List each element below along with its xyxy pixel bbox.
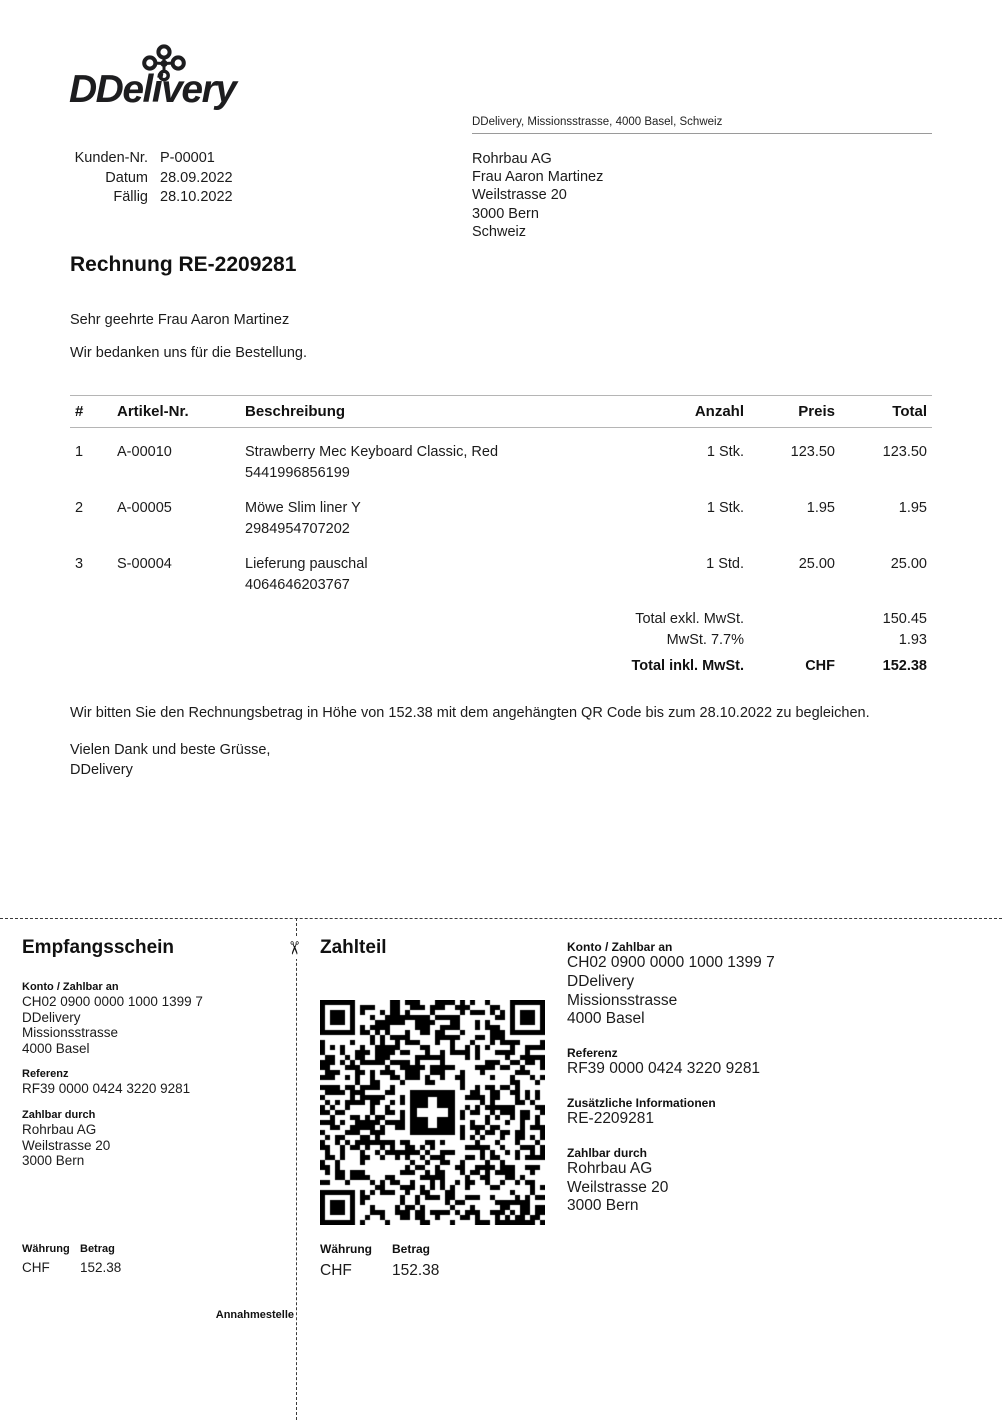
receipt-creditor-name: DDelivery: [22, 1009, 81, 1025]
payment-payable-by-label: Zahlbar durch: [567, 1145, 648, 1160]
customer-number-value: P-00001: [160, 150, 215, 166]
acceptance-point-label: Annahmestelle: [215, 1309, 294, 1321]
row-description: [245, 554, 659, 596]
payment-reference-group: [567, 1046, 987, 1079]
company-logo: DDelivery: [69, 68, 236, 111]
payment-account-label: Konto / Zahlbar an: [567, 940, 673, 954]
vat-row: [70, 630, 932, 651]
payment-reference-label: Referenz: [567, 1046, 618, 1061]
row-quantity: 1 Std.: [706, 556, 744, 572]
payment-additional-info-value: RE-2209281: [567, 1109, 655, 1127]
row-total: 1.95: [898, 500, 927, 516]
receipt-section: [22, 937, 294, 1321]
grand-total-label: Total inkl. MwSt.: [631, 658, 744, 674]
greeting-line: Sehr geehrte Frau Aaron Martinez: [70, 312, 290, 328]
horizontal-cut-line: [0, 918, 1002, 919]
row-ean-code: 2984954707202: [245, 521, 350, 537]
receipt-amount-label: Betrag: [80, 1243, 115, 1255]
customer-number-label: Kunden-Nr.: [74, 150, 148, 166]
receipt-debtor-street: Weilstrasse 20: [22, 1137, 111, 1153]
thanks-line: Vielen Dank und beste Grüsse,: [70, 742, 271, 758]
subtotal-row: [70, 609, 932, 630]
row-total: 25.00: [890, 556, 927, 572]
receipt-title: Empfangsschein: [22, 937, 175, 958]
payment-account-group: [567, 940, 987, 1029]
row-price: 123.50: [790, 444, 835, 460]
row-description-name: Strawberry Mec Keyboard Classic, Red: [245, 444, 499, 460]
closing-block: [70, 740, 270, 780]
receipt-payable-by-group: [22, 1109, 274, 1169]
header-total: Total: [892, 403, 927, 420]
sender-address-line: DDelivery, Missionsstrasse, 4000 Basel, Schweiz: [472, 116, 932, 134]
intro-line: Wir bedanken uns für die Bestellung.: [70, 345, 307, 361]
table-row: [70, 498, 932, 540]
payment-amount-value: 152.38: [392, 1262, 440, 1279]
row-article-number: A-00005: [117, 500, 172, 516]
row-price: 25.00: [798, 556, 835, 572]
receipt-creditor-city: 4000 Basel: [22, 1040, 90, 1056]
row-description-name: Möwe Slim liner Y: [245, 500, 361, 516]
receipt-amount-value: 152.38: [80, 1260, 122, 1275]
header-description: Beschreibung: [245, 403, 346, 420]
payment-creditor-street: Missionsstrasse: [567, 991, 678, 1009]
row-ean-code: 4064646203767: [245, 577, 350, 593]
payment-currency-label: Währung: [320, 1242, 372, 1256]
payment-note: Wir bitten Sie den Rechnungsbetrag in Höhe von 152.38 mit dem angehängten QR Code bis zum 28.10.2022 zu begleichen.: [70, 705, 870, 721]
row-pos: 3: [75, 556, 84, 572]
subtotal-label: Total exkl. MwSt.: [635, 611, 744, 627]
recipient-company: Rohrbau AG: [472, 151, 552, 167]
row-price: 1.95: [806, 500, 835, 516]
date-label: Datum: [105, 169, 148, 186]
invoice-meta: [70, 149, 233, 208]
receipt-currency-value: CHF: [22, 1260, 50, 1275]
receipt-debtor-name: Rohrbau AG: [22, 1121, 97, 1137]
payment-iban: CH02 0900 0000 1000 1399 7: [567, 954, 775, 971]
payment-amount-label: Betrag: [392, 1242, 431, 1256]
payment-debtor-city: 3000 Bern: [567, 1197, 639, 1215]
receipt-amount-block: [22, 1243, 274, 1276]
payment-additional-info-group: [567, 1096, 987, 1129]
totals-block: [70, 609, 932, 677]
header-quantity: Anzahl: [694, 403, 744, 420]
items-table: [70, 395, 932, 596]
receipt-iban: CH02 0900 0000 1000 1399 7: [22, 994, 203, 1009]
vertical-cut-line: [296, 918, 297, 1420]
table-row: [70, 554, 932, 596]
payment-debtor-name: Rohrbau AG: [567, 1159, 653, 1177]
row-description: [245, 442, 659, 484]
header-pos: #: [75, 403, 84, 420]
row-article-number: A-00010: [117, 444, 172, 460]
vat-currency: [749, 630, 840, 651]
grand-total-value: 152.38: [882, 658, 927, 674]
payment-info-column: [567, 940, 987, 1216]
page-title: Rechnung RE-2209281: [70, 253, 297, 276]
recipient-street: Weilstrasse 20: [472, 187, 567, 204]
vat-label: MwSt. 7.7%: [666, 632, 744, 648]
meta-row-due-date: [70, 188, 233, 208]
row-pos: 2: [75, 500, 84, 516]
due-date-value: 28.10.2022: [160, 189, 233, 205]
recipient-contact: Frau Aaron Martinez: [472, 169, 604, 186]
meta-row-customer-number: [70, 149, 233, 169]
row-quantity: 1 Stk.: [706, 500, 744, 516]
recipient-address: [472, 150, 603, 241]
header-article-number: Artikel-Nr.: [117, 403, 189, 420]
receipt-creditor-street: Missionsstrasse: [22, 1025, 119, 1041]
payment-creditor-name: DDelivery: [567, 972, 635, 990]
meta-row-date: [70, 169, 233, 189]
payment-reference-value: RF39 0000 0424 3220 9281: [567, 1060, 761, 1078]
payment-part-title: Zahlteil: [320, 937, 387, 958]
receipt-payable-by-label: Zahlbar durch: [22, 1108, 96, 1121]
scissors-icon: ✂: [281, 937, 305, 959]
receipt-account-label: Konto / Zahlbar an: [22, 981, 119, 993]
receipt-reference-label: Referenz: [22, 1068, 69, 1081]
payment-amount-block: [320, 1242, 439, 1281]
receipt-reference-value: RF39 0000 0424 3220 9281: [22, 1081, 191, 1097]
header-price: Preis: [798, 403, 835, 420]
grand-total-currency: CHF: [805, 658, 835, 674]
row-article-number: S-00004: [117, 556, 172, 572]
items-table-header: [70, 395, 932, 428]
row-total: 123.50: [882, 444, 927, 460]
signature-line: DDelivery: [70, 762, 133, 778]
row-ean-code: 5441996856199: [245, 465, 350, 481]
recipient-city: 3000 Bern: [472, 205, 539, 222]
receipt-currency-label: Währung: [22, 1243, 70, 1255]
payment-debtor-street: Weilstrasse 20: [567, 1178, 669, 1196]
row-pos: 1: [75, 444, 84, 460]
payment-payable-by-group: [567, 1146, 987, 1216]
recipient-country: Schweiz: [472, 223, 526, 240]
receipt-debtor-city: 3000 Bern: [22, 1153, 85, 1169]
date-value: 28.09.2022: [160, 169, 233, 186]
due-date-label: Fällig: [113, 189, 148, 205]
row-description: [245, 498, 659, 540]
row-quantity: 1 Stk.: [706, 444, 744, 460]
subtotal-currency: [749, 609, 840, 630]
grand-total-row: [70, 656, 932, 677]
receipt-reference-group: [22, 1068, 274, 1097]
receipt-account-group: [22, 981, 274, 1056]
table-row: [70, 442, 932, 484]
payment-additional-info-label: Zusätzliche Informationen: [567, 1095, 716, 1110]
subtotal-value: 150.45: [882, 611, 927, 627]
payment-currency-value: CHF: [320, 1262, 352, 1279]
row-description-name: Lieferung pauschal: [245, 556, 368, 572]
vat-value: 1.93: [898, 632, 927, 648]
swiss-qr-code: [320, 1000, 545, 1225]
payment-creditor-city: 4000 Basel: [567, 1010, 645, 1028]
